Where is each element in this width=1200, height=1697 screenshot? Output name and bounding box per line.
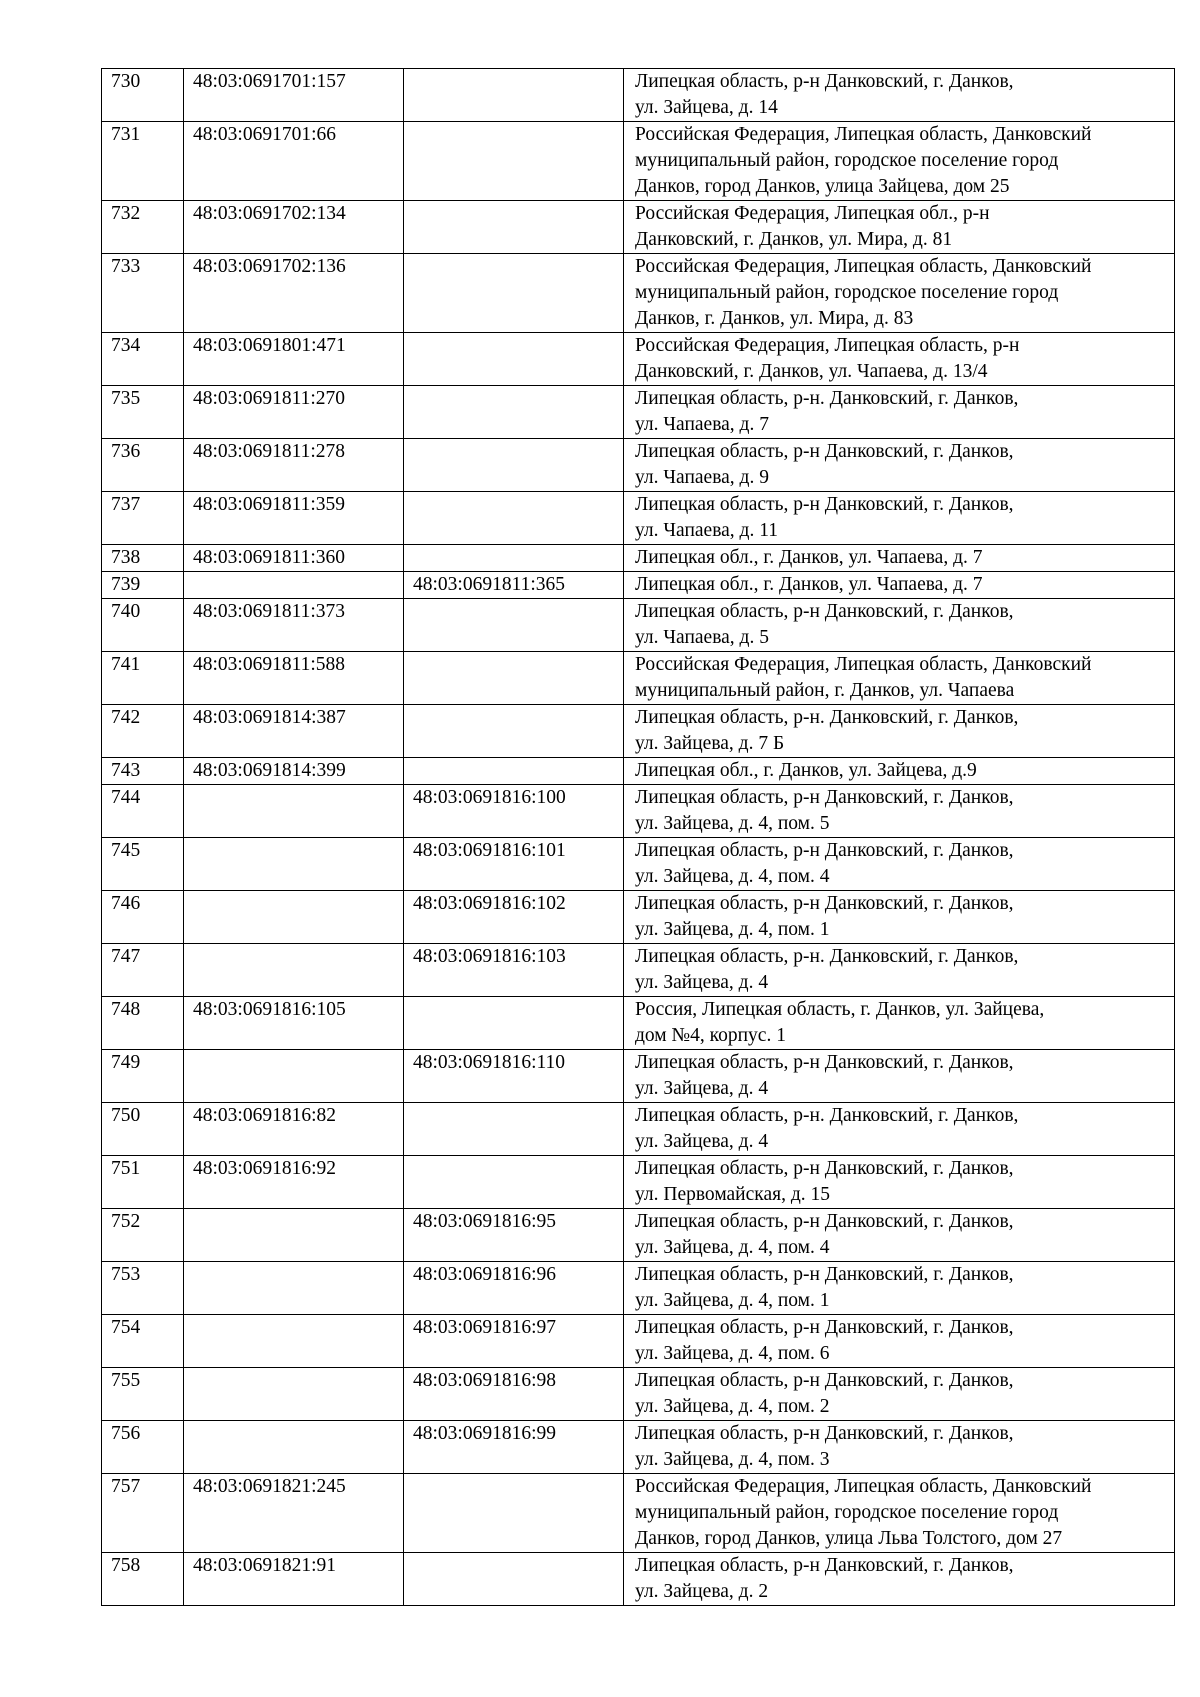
table-row <box>102 838 1175 891</box>
cadastral-number-alt-cell <box>404 1156 624 1209</box>
row-number-cell: 746 <box>102 891 184 944</box>
cadastral-number-alt-cell <box>404 599 624 652</box>
address-line: ул. Зайцева, д. 4, пом. 3 <box>635 1449 830 1470</box>
cadastral-number-cell <box>184 1315 404 1368</box>
row-number-cell: 730 <box>102 69 184 122</box>
table-row <box>102 545 1175 572</box>
cadastral-number-cell: 48:03:0691821:91 <box>184 1553 404 1606</box>
row-number-cell: 756 <box>102 1421 184 1474</box>
cadastral-number-alt-cell: 48:03:0691816:98 <box>404 1368 624 1421</box>
address-cell <box>624 1050 1175 1103</box>
address-line: Липецкая область, р-н Данковский, г. Данков, <box>635 840 1014 861</box>
cadastral-number-alt-cell: 48:03:0691816:102 <box>404 891 624 944</box>
address-line: ул. Зайцева, д. 4, пом. 1 <box>635 919 830 940</box>
address-line: Липецкая область, р-н Данковский, г. Данков, <box>635 1264 1014 1285</box>
address-line: Российская Федерация, Липецкая область, р-н <box>635 335 1020 356</box>
cadastral-number-cell: 48:03:0691816:82 <box>184 1103 404 1156</box>
table-row <box>102 1553 1175 1606</box>
address-line: Липецкая область, р-н Данковский, г. Данков, <box>635 71 1014 92</box>
cadastral-number-cell: 48:03:0691814:387 <box>184 705 404 758</box>
cadastral-number-cell: 48:03:0691801:471 <box>184 333 404 386</box>
table-row <box>102 254 1175 333</box>
row-number-cell: 758 <box>102 1553 184 1606</box>
address-line: Липецкая область, р-н. Данковский, г. Данков, <box>635 946 1019 967</box>
cadastral-number-cell: 48:03:0691811:360 <box>184 545 404 572</box>
cadastral-number-cell: 48:03:0691811:373 <box>184 599 404 652</box>
address-cell <box>624 333 1175 386</box>
address-cell <box>624 69 1175 122</box>
cadastral-number-cell: 48:03:0691821:245 <box>184 1474 404 1553</box>
address-cell <box>624 891 1175 944</box>
row-number-cell: 755 <box>102 1368 184 1421</box>
address-line: дом №4, корпус. 1 <box>635 1025 786 1046</box>
address-cell <box>624 705 1175 758</box>
address-line: муниципальный район, городское поселение город <box>635 150 1059 171</box>
table-row <box>102 386 1175 439</box>
row-number-cell: 754 <box>102 1315 184 1368</box>
address-line: ул. Чапаева, д. 7 <box>635 414 769 435</box>
table-row <box>102 1368 1175 1421</box>
cadastral-number-cell: 48:03:0691701:66 <box>184 122 404 201</box>
address-cell <box>624 1421 1175 1474</box>
table-row <box>102 1262 1175 1315</box>
table-row <box>102 1156 1175 1209</box>
address-line: Липецкая область, р-н. Данковский, г. Данков, <box>635 1105 1019 1126</box>
cadastral-number-cell <box>184 1368 404 1421</box>
cadastral-number-cell: 48:03:0691816:105 <box>184 997 404 1050</box>
cadastral-number-alt-cell <box>404 386 624 439</box>
address-line: Липецкая обл., г. Данков, ул. Зайцева, д.9 <box>635 760 977 781</box>
cadastral-number-cell <box>184 838 404 891</box>
row-number-cell: 743 <box>102 758 184 785</box>
address-line: Липецкая область, р-н Данковский, г. Данков, <box>635 1423 1014 1444</box>
table-row <box>102 333 1175 386</box>
cadastral-number-alt-cell <box>404 1103 624 1156</box>
cadastral-number-cell <box>184 572 404 599</box>
address-cell <box>624 599 1175 652</box>
cadastral-number-alt-cell <box>404 492 624 545</box>
cadastral-number-cell <box>184 1050 404 1103</box>
row-number-cell: 732 <box>102 201 184 254</box>
cadastral-number-alt-cell <box>404 1474 624 1553</box>
address-cell <box>624 1156 1175 1209</box>
cadastral-number-cell: 48:03:0691811:278 <box>184 439 404 492</box>
cadastral-number-alt-cell <box>404 652 624 705</box>
address-line: Российская Федерация, Липецкая область, Данковский <box>635 124 1092 145</box>
address-cell <box>624 122 1175 201</box>
cadastral-number-cell: 48:03:0691816:92 <box>184 1156 404 1209</box>
address-cell <box>624 201 1175 254</box>
cadastral-number-alt-cell <box>404 254 624 333</box>
address-line: ул. Зайцева, д. 4 <box>635 1078 769 1099</box>
address-line: ул. Зайцева, д. 7 Б <box>635 733 785 754</box>
cadastral-number-alt-cell <box>404 545 624 572</box>
address-cell <box>624 652 1175 705</box>
address-line: Липецкая обл., г. Данков, ул. Чапаева, д. 7 <box>635 547 983 568</box>
row-number-cell: 739 <box>102 572 184 599</box>
cadastral-number-cell <box>184 1262 404 1315</box>
address-line: ул. Чапаева, д. 11 <box>635 520 778 541</box>
address-line: Данков, город Данков, улица Льва Толстого, дом 27 <box>635 1528 1063 1549</box>
address-line: ул. Зайцева, д. 14 <box>635 97 778 118</box>
cadastral-number-cell: 48:03:0691811:359 <box>184 492 404 545</box>
cadastral-number-alt-cell: 48:03:0691816:99 <box>404 1421 624 1474</box>
row-number-cell: 747 <box>102 944 184 997</box>
row-number-cell: 749 <box>102 1050 184 1103</box>
row-number-cell: 750 <box>102 1103 184 1156</box>
table-row <box>102 122 1175 201</box>
table-row <box>102 572 1175 599</box>
cadastral-number-alt-cell <box>404 1553 624 1606</box>
cadastral-number-cell <box>184 944 404 997</box>
address-line: Данков, город Данков, улица Зайцева, дом 25 <box>635 176 1010 197</box>
address-line: Липецкая область, р-н Данковский, г. Данков, <box>635 1555 1014 1576</box>
cadastral-number-alt-cell: 48:03:0691816:95 <box>404 1209 624 1262</box>
address-cell <box>624 545 1175 572</box>
row-number-cell: 744 <box>102 785 184 838</box>
address-cell <box>624 785 1175 838</box>
table-row <box>102 1103 1175 1156</box>
cadastral-table <box>101 68 1175 1606</box>
address-line: Липецкая область, р-н. Данковский, г. Данков, <box>635 707 1019 728</box>
cadastral-number-alt-cell: 48:03:0691816:101 <box>404 838 624 891</box>
cadastral-number-alt-cell: 48:03:0691811:365 <box>404 572 624 599</box>
table-row <box>102 69 1175 122</box>
address-line: Данковский, г. Данков, ул. Мира, д. 81 <box>635 229 953 250</box>
address-line: Российская Федерация, Липецкая область, Данковский <box>635 1476 1092 1497</box>
table-row <box>102 758 1175 785</box>
cadastral-number-alt-cell: 48:03:0691816:97 <box>404 1315 624 1368</box>
address-line: Российская Федерация, Липецкая область, Данковский <box>635 654 1092 675</box>
address-line: Липецкая область, р-н Данковский, г. Данков, <box>635 1211 1014 1232</box>
address-cell <box>624 1368 1175 1421</box>
address-line: Российская Федерация, Липецкая область, Данковский <box>635 256 1092 277</box>
table-row <box>102 1315 1175 1368</box>
address-cell <box>624 1262 1175 1315</box>
address-line: ул. Зайцева, д. 4, пом. 5 <box>635 813 830 834</box>
row-number-cell: 740 <box>102 599 184 652</box>
address-line: ул. Зайцева, д. 4, пом. 1 <box>635 1290 830 1311</box>
table-row <box>102 492 1175 545</box>
row-number-cell: 757 <box>102 1474 184 1553</box>
cadastral-number-cell <box>184 891 404 944</box>
table-row <box>102 785 1175 838</box>
address-line: Данков, г. Данков, ул. Мира, д. 83 <box>635 308 914 329</box>
row-number-cell: 753 <box>102 1262 184 1315</box>
table-row <box>102 1209 1175 1262</box>
cadastral-number-alt-cell: 48:03:0691816:103 <box>404 944 624 997</box>
address-cell <box>624 758 1175 785</box>
row-number-cell: 752 <box>102 1209 184 1262</box>
address-cell <box>624 997 1175 1050</box>
cadastral-number-alt-cell <box>404 333 624 386</box>
address-line: ул. Зайцева, д. 4, пом. 4 <box>635 866 830 887</box>
address-line: ул. Зайцева, д. 4, пом. 2 <box>635 1396 830 1417</box>
address-cell <box>624 1209 1175 1262</box>
address-line: Липецкая область, р-н Данковский, г. Данков, <box>635 787 1014 808</box>
row-number-cell: 751 <box>102 1156 184 1209</box>
address-line: ул. Зайцева, д. 4, пом. 6 <box>635 1343 830 1364</box>
address-cell <box>624 1315 1175 1368</box>
address-cell <box>624 386 1175 439</box>
address-cell <box>624 944 1175 997</box>
address-cell <box>624 1553 1175 1606</box>
address-cell <box>624 492 1175 545</box>
cadastral-number-cell: 48:03:0691814:399 <box>184 758 404 785</box>
cadastral-number-cell: 48:03:0691702:134 <box>184 201 404 254</box>
address-line: Липецкая область, р-н Данковский, г. Данков, <box>635 441 1014 462</box>
table-row <box>102 439 1175 492</box>
cadastral-number-alt-cell: 48:03:0691816:110 <box>404 1050 624 1103</box>
cadastral-number-alt-cell <box>404 201 624 254</box>
row-number-cell: 734 <box>102 333 184 386</box>
address-cell <box>624 1103 1175 1156</box>
row-number-cell: 745 <box>102 838 184 891</box>
address-cell <box>624 254 1175 333</box>
row-number-cell: 741 <box>102 652 184 705</box>
address-line: Липецкая область, р-н Данковский, г. Данков, <box>635 494 1014 515</box>
cadastral-number-cell: 48:03:0691702:136 <box>184 254 404 333</box>
cadastral-number-cell <box>184 1209 404 1262</box>
address-line: Россия, Липецкая область, г. Данков, ул. Зайцева, <box>635 999 1045 1020</box>
cadastral-number-cell <box>184 1421 404 1474</box>
row-number-cell: 737 <box>102 492 184 545</box>
cadastral-number-cell: 48:03:0691811:270 <box>184 386 404 439</box>
row-number-cell: 731 <box>102 122 184 201</box>
row-number-cell: 738 <box>102 545 184 572</box>
cadastral-number-alt-cell <box>404 997 624 1050</box>
table-body <box>102 69 1175 1606</box>
address-cell <box>624 1474 1175 1553</box>
table-row <box>102 1474 1175 1553</box>
cadastral-number-alt-cell <box>404 122 624 201</box>
cadastral-number-cell: 48:03:0691701:157 <box>184 69 404 122</box>
cadastral-number-alt-cell: 48:03:0691816:100 <box>404 785 624 838</box>
address-line: Данковский, г. Данков, ул. Чапаева, д. 13/4 <box>635 361 988 382</box>
address-line: ул. Чапаева, д. 9 <box>635 467 769 488</box>
address-line: ул. Зайцева, д. 4 <box>635 972 769 993</box>
cadastral-number-alt-cell <box>404 439 624 492</box>
cadastral-number-cell <box>184 785 404 838</box>
address-line: ул. Первомайская, д. 15 <box>635 1184 830 1205</box>
address-line: ул. Зайцева, д. 2 <box>635 1581 769 1602</box>
address-line: муниципальный район, г. Данков, ул. Чапаева <box>635 680 1015 701</box>
row-number-cell: 748 <box>102 997 184 1050</box>
row-number-cell: 735 <box>102 386 184 439</box>
table-row <box>102 891 1175 944</box>
table-row <box>102 201 1175 254</box>
cadastral-number-cell: 48:03:0691811:588 <box>184 652 404 705</box>
table-row <box>102 997 1175 1050</box>
address-cell <box>624 572 1175 599</box>
cadastral-number-alt-cell <box>404 69 624 122</box>
address-cell <box>624 439 1175 492</box>
address-cell <box>624 838 1175 891</box>
table-row <box>102 599 1175 652</box>
address-line: Липецкая обл., г. Данков, ул. Чапаева, д. 7 <box>635 574 983 595</box>
address-line: ул. Чапаева, д. 5 <box>635 627 769 648</box>
address-line: Липецкая область, р-н. Данковский, г. Данков, <box>635 388 1019 409</box>
address-line: Липецкая область, р-н Данковский, г. Данков, <box>635 1370 1014 1391</box>
row-number-cell: 742 <box>102 705 184 758</box>
table-row <box>102 705 1175 758</box>
address-line: ул. Зайцева, д. 4 <box>635 1131 769 1152</box>
address-line: Липецкая область, р-н Данковский, г. Данков, <box>635 1052 1014 1073</box>
address-line: Липецкая область, р-н Данковский, г. Данков, <box>635 601 1014 622</box>
address-line: муниципальный район, городское поселение город <box>635 282 1059 303</box>
address-line: Липецкая область, р-н Данковский, г. Данков, <box>635 893 1014 914</box>
cadastral-number-alt-cell: 48:03:0691816:96 <box>404 1262 624 1315</box>
address-line: Липецкая область, р-н Данковский, г. Данков, <box>635 1158 1014 1179</box>
address-line: Российская Федерация, Липецкая обл., р-н <box>635 203 990 224</box>
address-line: ул. Зайцева, д. 4, пом. 4 <box>635 1237 830 1258</box>
row-number-cell: 736 <box>102 439 184 492</box>
cadastral-number-alt-cell <box>404 758 624 785</box>
address-line: Липецкая область, р-н Данковский, г. Данков, <box>635 1317 1014 1338</box>
table-row <box>102 944 1175 997</box>
row-number-cell: 733 <box>102 254 184 333</box>
cadastral-number-alt-cell <box>404 705 624 758</box>
table-row <box>102 1050 1175 1103</box>
table-row <box>102 1421 1175 1474</box>
table-row <box>102 652 1175 705</box>
address-line: муниципальный район, городское поселение город <box>635 1502 1059 1523</box>
